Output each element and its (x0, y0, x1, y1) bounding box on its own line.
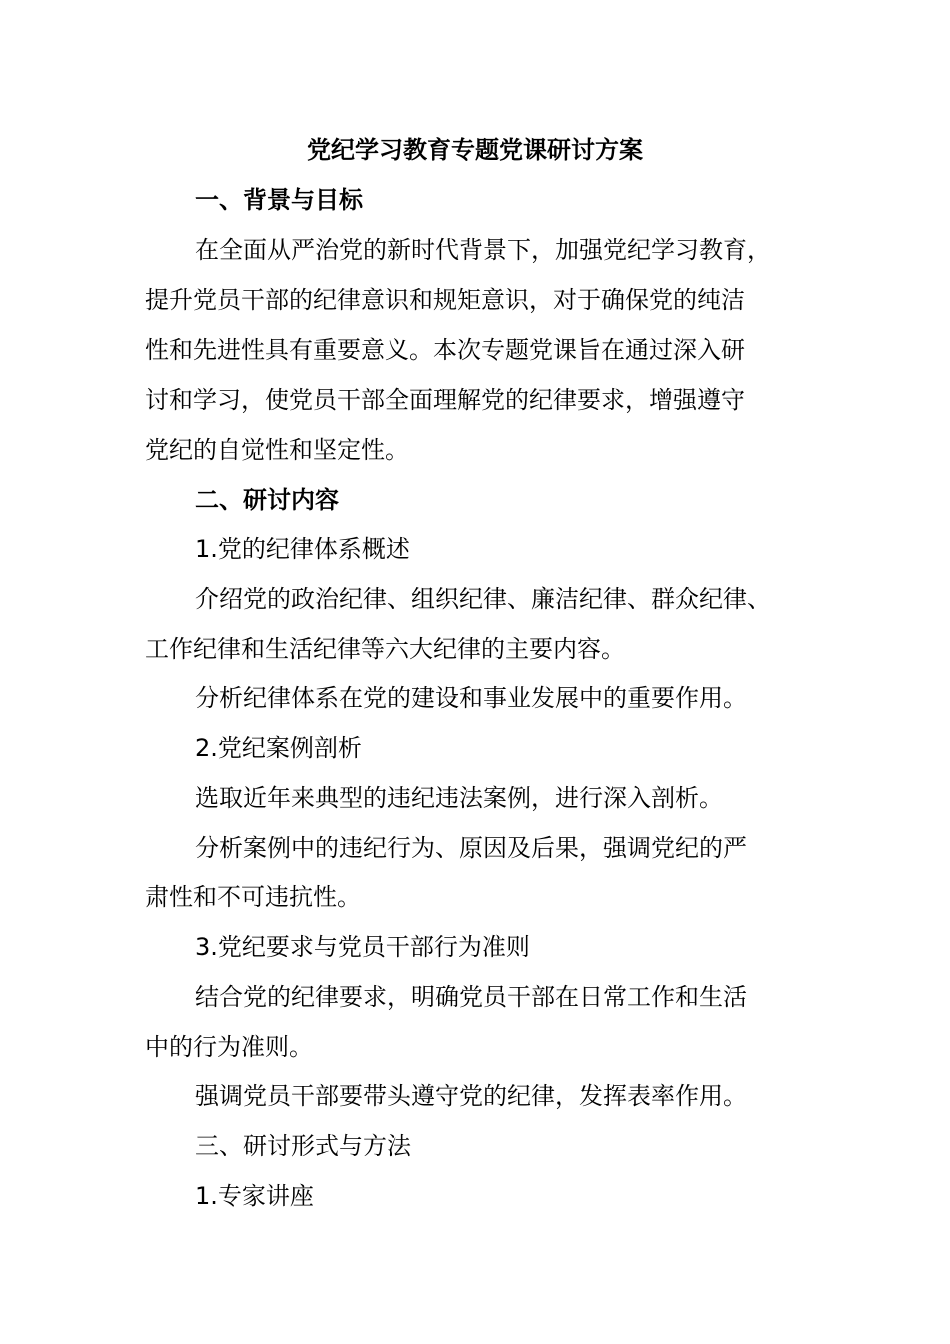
subheading-line: 3.党纪要求与党员干部行为准则 (195, 933, 530, 961)
paragraph-line: 分析纪律体系在党的建设和事业发展中的重要作用。 (195, 684, 747, 712)
document-title: 党纪学习教育专题党课研讨方案 (307, 136, 643, 164)
paragraph-line: 提升党员干部的纪律意识和规矩意识，对于确保党的纯洁 (145, 286, 745, 314)
subheading-line: 1.专家讲座 (195, 1182, 314, 1210)
paragraph-line: 党纪的自觉性和坚定性。 (145, 436, 409, 464)
paragraph-line: 工作纪律和生活纪律等六大纪律的主要内容。 (145, 635, 625, 663)
subheading-line: 1.党的纪律体系概述 (195, 535, 410, 563)
paragraph-line: 中的行为准则。 (145, 1033, 313, 1061)
section-heading-background: 一、背景与目标 (195, 186, 363, 214)
section-heading-format: 三、研讨形式与方法 (195, 1132, 411, 1160)
paragraph-line: 肃性和不可违抗性。 (145, 883, 361, 911)
paragraph-line: 结合党的纪律要求，明确党员干部在日常工作和生活 (195, 983, 747, 1011)
paragraph-line: 介绍党的政治纪律、组织纪律、廉洁纪律、群众纪律、 (195, 585, 771, 613)
paragraph-line: 讨和学习，使党员干部全面理解党的纪律要求，增强遵守 (145, 386, 745, 414)
paragraph-line: 强调党员干部要带头遵守党的纪律，发挥表率作用。 (195, 1082, 747, 1110)
paragraph-line: 分析案例中的违纪行为、原因及后果，强调党纪的严 (195, 834, 747, 862)
subheading-line: 2.党纪案例剖析 (195, 734, 362, 762)
paragraph-line: 性和先进性具有重要意义。本次专题党课旨在通过深入研 (145, 336, 745, 364)
paragraph-line: 选取近年来典型的违纪违法案例，进行深入剖析。 (195, 784, 723, 812)
section-heading-content: 二、研讨内容 (195, 486, 339, 514)
paragraph-line: 在全面从严治党的新时代背景下，加强党纪学习教育， (195, 236, 771, 264)
